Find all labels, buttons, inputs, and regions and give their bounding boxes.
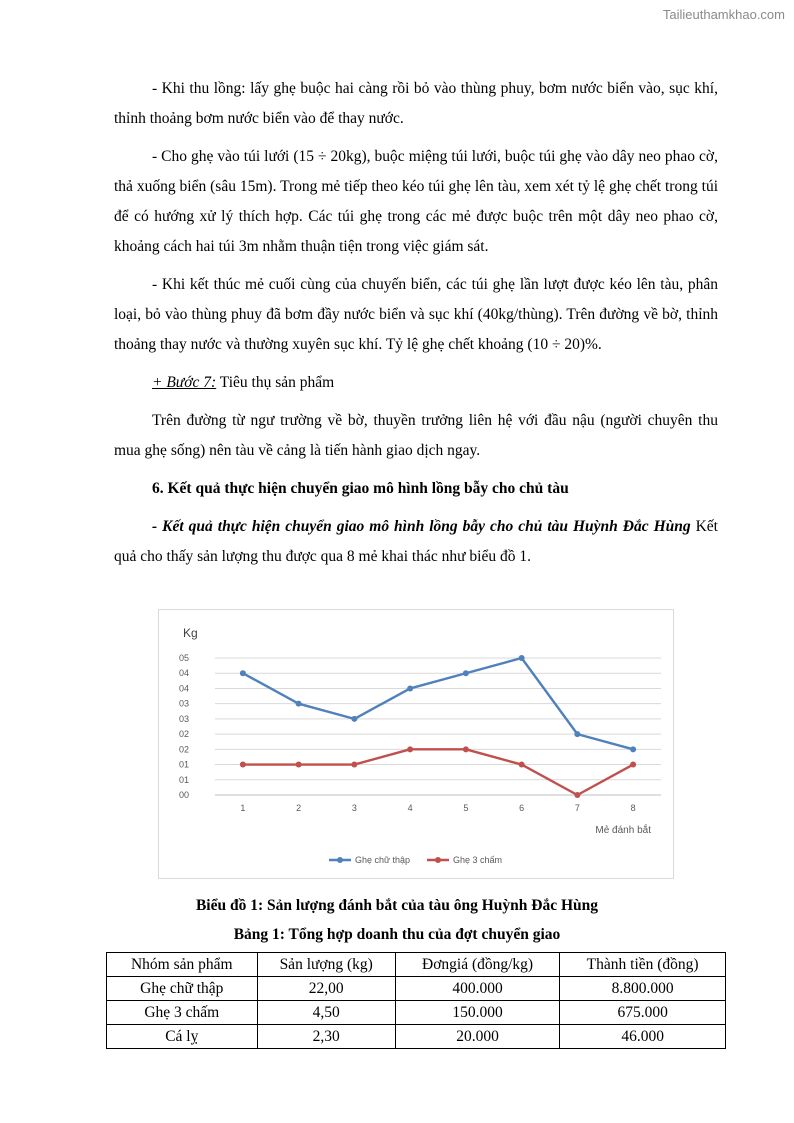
y-tick-label: 04 — [179, 683, 190, 694]
x-tick-label: 6 — [519, 803, 525, 813]
table-header-row — [107, 953, 726, 977]
paragraph-net-bags: - Cho ghẹ vào túi lưới (15 ÷ 20kg), buộc miệng túi lưới, buộc túi ghẹ vào dây neo phao cờ, thả xuống biển (sâu 15m). Trong mẻ tiếp theo kéo túi ghẹ lên tàu, xem xét tỷ lệ ghẹ chết trong túi để có hướng xử lý thích hợp. Các túi ghẹ trong các mẻ được buộc trên một dây neo phao cờ, khoảng cách hai túi 3m nhằm thuận tiện trong việc giám sát. — [114, 148, 718, 255]
step-7-line — [114, 368, 718, 398]
x-tick-label: 3 — [351, 803, 357, 813]
chart-canvas — [159, 610, 673, 878]
y-tick-label: 04 — [179, 668, 190, 679]
table-cell: 22,00 — [257, 977, 395, 1001]
paragraph-crab-collection: - Khi thu lồng: lấy ghẹ buộc hai càng rồi bỏ vào thùng phuy, bơm nước biển vào, sục khí, thỉnh thoảng bơm nước biển vào để thay nước. — [114, 80, 718, 127]
data-point — [240, 670, 246, 676]
data-point — [519, 655, 525, 661]
x-axis-label: Mẻ đánh bắt — [595, 825, 651, 836]
data-point — [574, 731, 580, 737]
x-tick-label: 8 — [630, 803, 636, 813]
data-point — [407, 685, 413, 691]
legend-marker — [337, 857, 343, 863]
data-point — [463, 670, 469, 676]
table-cell: Ghẹ chữ thập — [107, 977, 258, 1001]
table-row — [107, 1025, 726, 1049]
x-tick-label: 7 — [574, 803, 580, 813]
table-cell: 8.800.000 — [560, 977, 726, 1001]
table-header-cell: Thành tiền (đồng) — [560, 953, 726, 977]
data-point — [296, 762, 302, 768]
y-tick-label: 01 — [179, 774, 190, 785]
y-tick-label: 03 — [179, 713, 190, 724]
table-row — [107, 977, 726, 1001]
table-cell: 675.000 — [560, 1001, 726, 1025]
y-tick-label: 05 — [179, 653, 190, 663]
section-heading: 6. Kết quả thực hiện chuyển giao mô hình lồng bẫy cho chủ tàu — [152, 480, 569, 497]
table-header-cell: Đơngiá (đồng/kg) — [395, 953, 559, 977]
table-cell: 4,50 — [257, 1001, 395, 1025]
y-tick-label: 02 — [179, 729, 190, 740]
revenue-table — [106, 952, 726, 1049]
data-point — [463, 746, 469, 752]
paragraph-final-haul: - Khi kết thúc mẻ cuối cùng của chuyến biển, các túi ghẹ lần lượt được kéo lên tàu, phân loại, bỏ vào thùng phuy đã bơm đầy nước biển và sục khí (40kg/thùng). Trên đường về bờ, thỉnh thoảng thay nước và thường xuyên sục khí. Tỷ lệ ghẹ chết khoảng (10 ÷ 20)%. — [114, 276, 718, 353]
table-row — [107, 1001, 726, 1025]
table-cell: 20.000 — [395, 1025, 559, 1049]
table-cell: 2,30 — [257, 1025, 395, 1049]
table-cell: Ghẹ 3 chấm — [107, 1001, 258, 1025]
x-tick-label: 1 — [240, 803, 246, 813]
y-tick-label: 02 — [179, 744, 190, 755]
table-cell: 150.000 — [395, 1001, 559, 1025]
data-point — [630, 762, 636, 768]
y-tick-label: 03 — [179, 698, 190, 709]
results-lead: - Kết quả thực hiện chuyển giao mô hình lồng bẫy cho chủ tàu Huỳnh Đắc Hùng — [152, 518, 691, 535]
line-chart — [158, 609, 674, 879]
table-cell: 46.000 — [560, 1025, 726, 1049]
legend-entry: Ghẹ 3 chấm — [453, 855, 503, 865]
data-point — [296, 701, 302, 707]
results-text: Kết quả cho thấy sản lượng thu được qua 8 mẻ khai thác như biểu đồ 1. — [114, 518, 718, 565]
y-axis-label: Kg — [183, 626, 198, 640]
chart-caption: Biểu đồ 1: Sản lượng đánh bắt của tàu ông Huỳnh Đắc Hùng — [195, 897, 599, 914]
data-point — [574, 792, 580, 798]
legend-marker — [435, 857, 441, 863]
series-line — [243, 749, 633, 795]
paragraph-sales: Trên đường từ ngư trường về bờ, thuyền trưởng liên hệ với đầu nậu (người chuyên thu mua ghẹ sống) nên tàu về cảng là tiến hành giao dịch ngay. — [114, 412, 718, 459]
paragraph-results — [114, 512, 718, 572]
data-point — [351, 762, 357, 768]
x-tick-label: 2 — [296, 803, 302, 813]
data-point — [519, 762, 525, 768]
watermark: Tailieuthamkhao.com — [662, 7, 785, 22]
table-cell: 400.000 — [395, 977, 559, 1001]
y-tick-label: 01 — [179, 759, 190, 770]
data-point — [351, 716, 357, 722]
table-header-cell: Sản lượng (kg) — [257, 953, 395, 977]
table-cell: Cá lỵ — [107, 1025, 258, 1049]
x-tick-label: 5 — [463, 803, 469, 813]
step-7-text: Tiêu thụ sản phẩm — [216, 374, 335, 391]
data-point — [630, 746, 636, 752]
x-tick-label: 4 — [407, 803, 413, 813]
data-point — [240, 762, 246, 768]
table-caption: Bảng 1: Tổng hợp doanh thu của đợt chuyển giao — [233, 926, 561, 943]
document-body — [114, 74, 718, 574]
y-tick-label: 00 — [179, 790, 190, 800]
step-7-label: + Bước 7: — [152, 374, 217, 391]
data-point — [407, 746, 413, 752]
legend-entry: Ghẹ chữ thập — [355, 855, 411, 865]
table-header-cell: Nhóm sản phẩm — [107, 953, 258, 977]
